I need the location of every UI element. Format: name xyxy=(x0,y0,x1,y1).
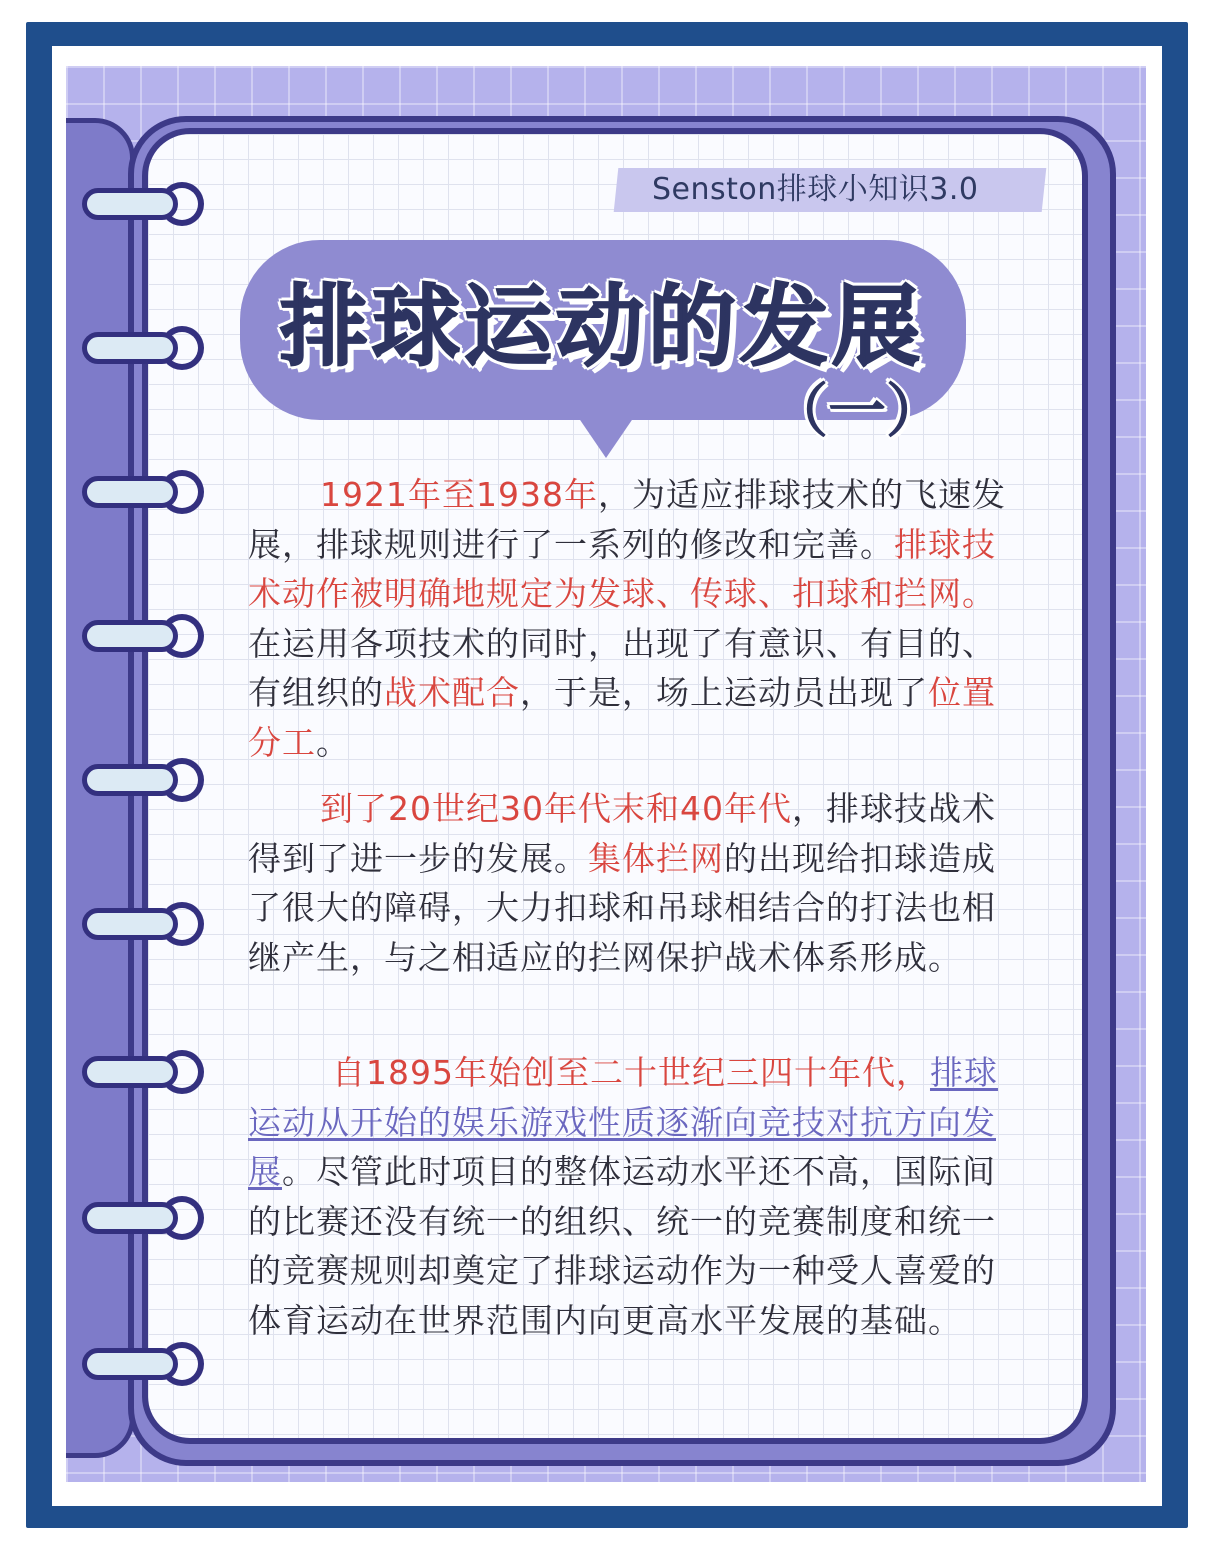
body-text: 。尽管此时项目的整体运动水平还不高，国际间的比赛还没有统一的组织、统一的竞赛制度和统一的竞赛规则却奠定了排球运动作为一种受人喜爱的体育运动在世界范围内向更高水平发展的基础。 xyxy=(248,1152,996,1340)
highlight-text: 自1895年始创至二十世纪三四十年代， xyxy=(332,1053,930,1092)
highlight-text: 位置分工 xyxy=(248,673,996,762)
binder-ring-icon xyxy=(82,1342,204,1388)
paragraph-3 xyxy=(248,1048,1008,1345)
page-title: 排球运动的发展 xyxy=(280,275,925,378)
body-text: 的出现给扣球造成了很大的障碍，大力扣球和吊球相结合的打法也相继产生，与之相适应的拦网保护战术体系形成。 xyxy=(248,838,996,977)
highlight-text: 集体拦网 xyxy=(588,838,724,878)
binder-ring-icon xyxy=(82,614,204,660)
binder-ring-icon xyxy=(82,470,204,516)
underlined-text: 排球运动从开始的娱乐游戏性质逐渐向竞技对抗方向发展 xyxy=(248,1053,998,1191)
page-title-part: （一） xyxy=(770,377,945,445)
body-text: 在运用各项技术的同时，出现了有意识、有目的、有组织的 xyxy=(248,623,996,712)
body-text: ，排球技战术得到了进一步的发展。 xyxy=(248,789,996,878)
body-text: 。 xyxy=(316,722,350,762)
title-bubble-tail xyxy=(576,414,636,458)
binder-ring-icon xyxy=(82,326,204,372)
binder-ring-icon xyxy=(82,902,204,948)
series-label: Senston排球小知识3.0 xyxy=(652,172,979,207)
body-text: ，为适应排球技术的飞速发展，排球规则进行了一系列的修改和完善。 xyxy=(248,475,1006,564)
highlight-text: 排球技术动作被明确地规定为发球、传球、扣球和拦网。 xyxy=(248,524,996,613)
paragraph-1 xyxy=(248,470,1008,767)
highlight-text: 到了20世纪30年代末和40年代 xyxy=(320,789,792,828)
paragraph-2 xyxy=(248,784,1008,982)
body-text: ，于是，场上运动员出现了 xyxy=(520,673,928,712)
highlight-text: 1921年至1938年 xyxy=(320,475,598,514)
binder-ring-icon xyxy=(82,182,204,228)
binder-ring-icon xyxy=(82,758,204,804)
binder-ring-icon xyxy=(82,1050,204,1096)
highlight-text: 战术配合 xyxy=(384,673,520,712)
binder-ring-icon xyxy=(82,1196,204,1242)
